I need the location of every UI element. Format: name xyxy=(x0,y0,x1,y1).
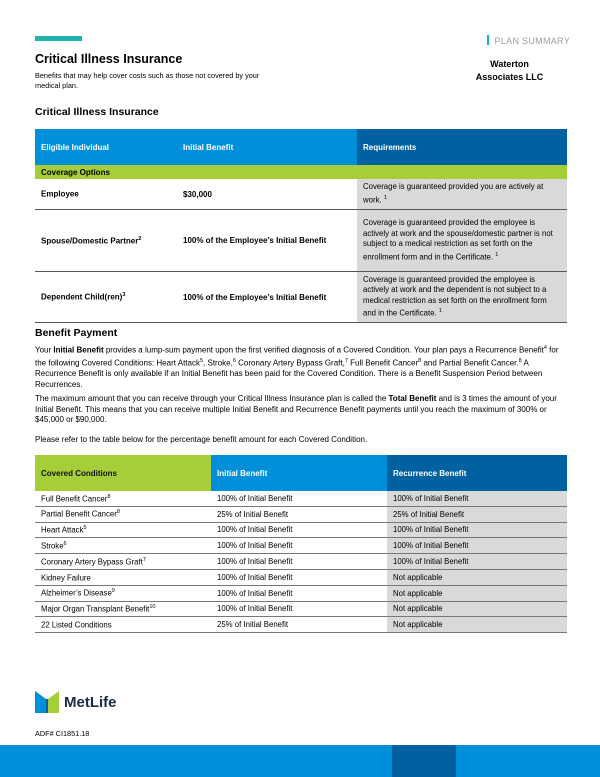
initial-benefit-value: 100% of Initial Benefit xyxy=(211,601,387,617)
initial-benefit-cell: $30,000 xyxy=(177,179,357,210)
condition-name: 22 Listed Conditions xyxy=(35,617,211,633)
condition-name: Alzheimer’s Disease$^9$ xyxy=(35,585,211,601)
table-row xyxy=(35,538,567,554)
eligible-individual-cell: Spouse/Domestic Partner$^2$ xyxy=(35,210,177,272)
initial-benefit-value: 100% of Initial Benefit xyxy=(211,522,387,538)
table-row xyxy=(35,617,567,633)
table-row xyxy=(35,569,567,585)
table-row xyxy=(35,179,567,210)
table-row xyxy=(35,210,567,272)
condition-name: Partial Benefit Cancer$^8$ xyxy=(35,506,211,522)
metlife-logo-icon xyxy=(35,691,59,713)
condition-name: Heart Attack$^5$ xyxy=(35,522,211,538)
table-row xyxy=(35,491,567,506)
coverage-options-label: Coverage Options xyxy=(35,165,567,179)
footer-band-blue-right xyxy=(456,745,600,777)
initial-benefit-cell: 100% of the Employee’s Initial Benefit xyxy=(177,272,357,323)
table-row xyxy=(35,585,567,601)
recurrence-benefit-value: 100% of Initial Benefit xyxy=(387,522,567,538)
plan-summary-label: PLAN SUMMARY xyxy=(487,35,570,46)
col-eligible-individual: Eligible Individual xyxy=(35,129,177,165)
adf-number: ADF# CI1851.18 xyxy=(35,729,90,738)
col-recurrence-benefit: Recurrence Benefit xyxy=(387,455,567,491)
recurrence-benefit-value: 100% of Initial Benefit xyxy=(387,554,567,570)
col-initial-benefit: Initial Benefit xyxy=(177,129,357,165)
recurrence-benefit-value: Not applicable xyxy=(387,569,567,585)
paragraph-total-benefit: The maximum amount that you can receive through your Critical Illness Insurance plan is called the Total Benefit and is 3 times the amount of your Initial Benefit. This means that you can receive multiple Initial Benefit and Recurrence Benefit payments until you reach the maximum of 300% or $45,000 or $90,000. xyxy=(35,394,557,424)
eligible-individual-cell: Employee xyxy=(35,179,177,210)
recurrence-benefit-value: Not applicable xyxy=(387,617,567,633)
footer-band-navy xyxy=(392,745,456,777)
metlife-logo xyxy=(35,691,117,713)
page-subtitle: Benefits that may help cover costs such as those not covered by your medical plan. xyxy=(35,71,260,90)
conditions-table-header xyxy=(35,455,567,491)
recurrence-benefit-value: Not applicable xyxy=(387,601,567,617)
accent-bar xyxy=(35,36,82,41)
coverage-table xyxy=(35,129,567,323)
initial-benefit-value: 25% of Initial Benefit xyxy=(211,506,387,522)
recurrence-benefit-value: Not applicable xyxy=(387,585,567,601)
requirement-cell: Coverage is guaranteed provided the employee is actively at work and the dependent is not subject to a medical restriction as set forth on the enrollment form and in the Certificate. $^1$ xyxy=(357,272,567,323)
recurrence-benefit-value: 100% of Initial Benefit xyxy=(387,491,567,506)
condition-name: Major Organ Transplant Benefit$^{10}$ xyxy=(35,601,211,617)
initial-benefit-value: 100% of Initial Benefit xyxy=(211,554,387,570)
table-row xyxy=(35,601,567,617)
table-row xyxy=(35,554,567,570)
footer-band-blue xyxy=(0,745,392,777)
paragraph-initial-benefit: Your Initial Benefit provides a lump-sum payment upon the first verified diagnosis of a Covered Condition. Your plan pays a Recurrence Benefit$^4$ for the following Covered Conditions: Heart Attack$^5$, Stroke,$^6$ Coronary Artery Bypass Graft,$^7$ Full Benefit Cancer$^8$ and Partial Benefit Cancer.$^8$ A Recurrence Benefit is only available if an Initial Benefit has been paid for the Covered Condition. There is a Benefit Suspension Period between Recurrences. xyxy=(35,345,559,389)
brand-name: MetLife xyxy=(64,693,117,711)
recurrence-benefit-value: 25% of Initial Benefit xyxy=(387,506,567,522)
initial-benefit-value: 25% of Initial Benefit xyxy=(211,617,387,633)
initial-benefit-value: 100% of Initial Benefit xyxy=(211,491,387,506)
coverage-options-row xyxy=(35,165,567,179)
condition-name: Coronary Artery Bypass Graft$^7$ xyxy=(35,554,211,570)
initial-benefit-value: 100% of Initial Benefit xyxy=(211,538,387,554)
coverage-table-header xyxy=(35,129,567,165)
eligible-individual-cell: Dependent Child(ren)$^3$ xyxy=(35,272,177,323)
footer-band xyxy=(0,745,600,777)
col-covered-conditions: Covered Conditions xyxy=(35,455,211,491)
company-name: Waterton Associates LLC xyxy=(475,59,544,82)
initial-benefit-cell: 100% of the Employee’s Initial Benefit xyxy=(177,210,357,272)
table-row xyxy=(35,272,567,323)
requirement-cell: Coverage is guaranteed provided the employee is actively at work and the spouse/domestic partner is not subject to a medical restriction as set forth on the enrollment form and in the Certificate. $^1$ xyxy=(357,210,567,272)
col-initial-benefit: Initial Benefit xyxy=(211,455,387,491)
initial-benefit-value: 100% of Initial Benefit xyxy=(211,585,387,601)
requirement-cell: Coverage is guaranteed provided you are actively at work. $^1$ xyxy=(357,179,567,210)
condition-name: Full Benefit Cancer$^8$ xyxy=(35,491,211,506)
recurrence-benefit-value: 100% of Initial Benefit xyxy=(387,538,567,554)
covered-conditions-table xyxy=(35,455,567,633)
table-row xyxy=(35,506,567,522)
initial-benefit-value: 100% of Initial Benefit xyxy=(211,569,387,585)
col-requirements: Requirements xyxy=(357,129,567,165)
section-title-critical-illness: Critical Illness Insurance xyxy=(35,106,159,118)
page-title: Critical Illness Insurance xyxy=(35,52,183,66)
condition-name: Kidney Failure xyxy=(35,569,211,585)
condition-name: Stroke$^6$ xyxy=(35,538,211,554)
paragraph-refer-table: Please refer to the table below for the percentage benefit amount for each Covered Condition. xyxy=(35,435,368,444)
section-title-benefit-payment: Benefit Payment xyxy=(35,327,118,339)
table-row xyxy=(35,522,567,538)
